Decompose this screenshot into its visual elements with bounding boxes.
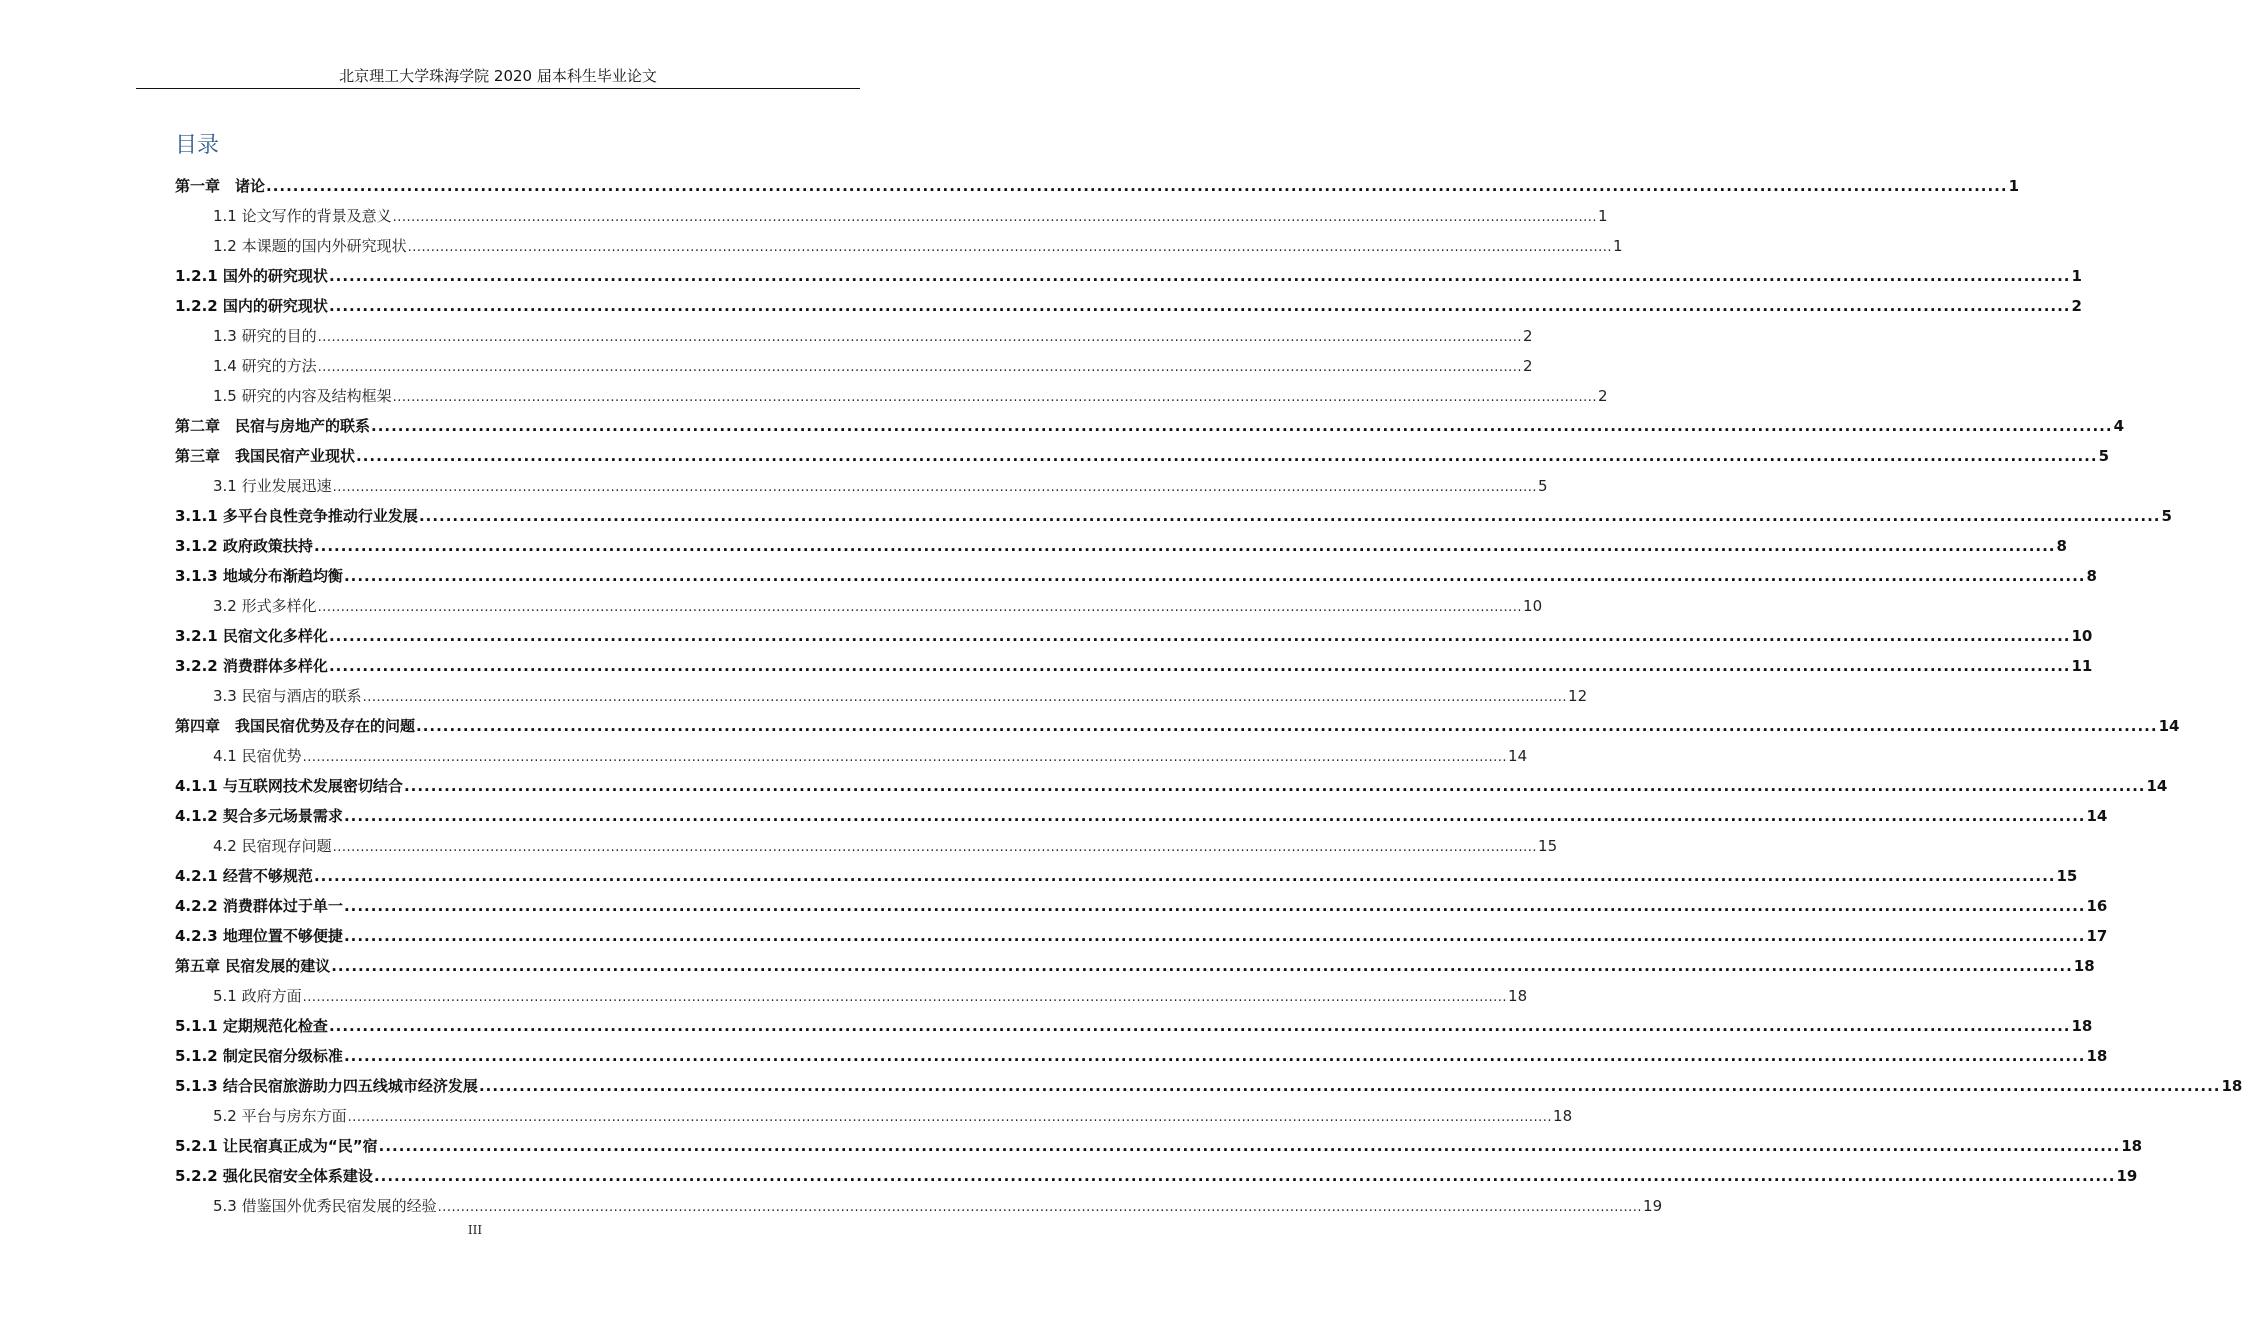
toc-leader-dots: .................................................................................................................................................................................................................................................................... (343, 927, 2086, 945)
toc-heading: 目录 (175, 133, 220, 158)
toc-entry-page: 1 (2071, 267, 2082, 285)
toc-entry-label: 3.1.1 多平台良性竞争推动行业发展 (175, 507, 418, 525)
toc-entry-page: 2 (1523, 357, 1533, 375)
toc-entry[interactable] (175, 861, 2078, 891)
toc-entry-page: 12 (1568, 687, 1588, 705)
toc-entry-label: 5.1 政府方面 (213, 987, 302, 1005)
toc-entry-label: 4.2.1 经营不够规范 (175, 867, 313, 885)
toc-entry-label: 4.1 民宿优势 (213, 747, 302, 765)
toc-entry-label: 5.1.1 定期规范化检查 (175, 1017, 328, 1035)
toc-entry-page: 2 (2071, 297, 2082, 315)
toc-entry-label: 4.2.2 消费群体过于单一 (175, 897, 343, 915)
toc-entry-page: 17 (2086, 927, 2108, 945)
toc-leader-dots: .................................................................................................................................................................................................................................................................... (418, 507, 2161, 525)
toc-entry[interactable] (175, 531, 2067, 561)
toc-leader-dots: .................................................................................................................................................................................................................................................................... (302, 990, 1508, 1005)
toc-entry[interactable] (175, 1071, 2242, 1101)
toc-entry-page: 2 (1523, 327, 1533, 345)
toc-entry-page: 14 (2146, 777, 2168, 795)
toc-leader-dots: .................................................................................................................................................................................................................................................................... (332, 840, 1538, 855)
toc-entry-label: 5.3 借鉴国外优秀民宿发展的经验 (213, 1197, 437, 1215)
toc-entry-page: 10 (2071, 627, 2093, 645)
toc-leader-dots: .................................................................................................................................................................................................................................................................... (328, 657, 2071, 675)
toc-entry-label: 3.2.1 民宿文化多样化 (175, 627, 328, 645)
toc-entry-page: 18 (2086, 1047, 2108, 1065)
toc-entry-label: 5.2 平台与房东方面 (213, 1107, 347, 1125)
toc-entry-label: 3.1 行业发展迅速 (213, 477, 332, 495)
toc-leader-dots: .................................................................................................................................................................................................................................................................... (328, 267, 2071, 285)
toc-entry[interactable] (175, 1131, 2143, 1161)
toc-entry-label: 3.1.2 政府政策扶持 (175, 537, 313, 555)
toc-entry-page: 11 (2071, 657, 2093, 675)
toc-leader-dots: .................................................................................................................................................................................................................................................................... (343, 1047, 2086, 1065)
toc-entry-page: 4 (2113, 417, 2124, 435)
toc-leader-dots: .................................................................................................................................................................................................................................................................... (362, 690, 1568, 705)
toc-entry-label: 4.1.2 契合多元场景需求 (175, 807, 343, 825)
table-of-contents (175, 171, 2242, 1221)
toc-entry[interactable] (175, 231, 1623, 261)
toc-entry[interactable] (175, 1101, 1573, 1131)
toc-leader-dots: .................................................................................................................................................................................................................................................................... (313, 537, 2056, 555)
toc-leader-dots: .................................................................................................................................................................................................................................................................... (343, 807, 2086, 825)
toc-entry-page: 1 (1613, 237, 1623, 255)
toc-entry[interactable] (175, 741, 1528, 771)
toc-entry-label: 第一章 诸论 (175, 177, 266, 195)
toc-entry-page: 1 (2008, 177, 2019, 195)
toc-leader-dots: .................................................................................................................................................................................................................................................................... (392, 390, 1598, 405)
toc-entry[interactable] (175, 261, 2082, 291)
toc-entry-page: 16 (2086, 897, 2108, 915)
toc-entry-page: 15 (2056, 867, 2078, 885)
toc-entry[interactable] (175, 1191, 1663, 1221)
toc-entry-label: 1.1 论文写作的背景及意义 (213, 207, 392, 225)
toc-entry-label: 1.2 本课题的国内外研究现状 (213, 237, 407, 255)
toc-entry-label: 4.2 民宿现存问题 (213, 837, 332, 855)
toc-entry-page: 8 (2056, 537, 2067, 555)
page-number: III (467, 1223, 483, 1237)
toc-entry[interactable] (175, 291, 2082, 321)
toc-entry[interactable] (175, 171, 2019, 201)
toc-entry[interactable] (175, 771, 2168, 801)
toc-leader-dots: .................................................................................................................................................................................................................................................................... (392, 210, 1598, 225)
toc-entry-page: 18 (1508, 987, 1528, 1005)
toc-entry[interactable] (175, 471, 1548, 501)
toc-entry[interactable] (175, 351, 1533, 381)
toc-entry[interactable] (175, 201, 1608, 231)
toc-leader-dots: .................................................................................................................................................................................................................................................................... (403, 777, 2146, 795)
toc-entry-page: 2 (1598, 387, 1608, 405)
toc-entry[interactable] (175, 831, 1558, 861)
toc-entry-page: 14 (2158, 717, 2180, 735)
toc-leader-dots: .................................................................................................................................................................................................................................................................... (371, 417, 2113, 435)
toc-entry[interactable] (175, 621, 2093, 651)
toc-entry-label: 4.1.1 与互联网技术发展密切结合 (175, 777, 403, 795)
toc-entry-page: 8 (2086, 567, 2097, 585)
toc-entry[interactable] (175, 681, 1588, 711)
toc-leader-dots: .................................................................................................................................................................................................................................................................... (373, 1167, 2116, 1185)
toc-entry-label: 第四章 我国民宿优势及存在的问题 (175, 717, 416, 735)
toc-entry-label: 3.2 形式多样化 (213, 597, 317, 615)
toc-leader-dots: .................................................................................................................................................................................................................................................................... (317, 600, 1523, 615)
toc-entry[interactable] (175, 921, 2108, 951)
toc-entry[interactable] (175, 441, 2109, 471)
toc-entry[interactable] (175, 561, 2097, 591)
toc-entry-page: 19 (1643, 1197, 1663, 1215)
toc-entry-page: 18 (2071, 1017, 2093, 1035)
toc-entry-label: 5.1.3 结合民宿旅游助力四五线城市经济发展 (175, 1077, 478, 1095)
header-divider (136, 88, 860, 89)
toc-leader-dots: .................................................................................................................................................................................................................................................................... (343, 567, 2086, 585)
toc-entry-label: 3.3 民宿与酒店的联系 (213, 687, 362, 705)
toc-leader-dots: .................................................................................................................................................................................................................................................................... (347, 1110, 1553, 1125)
toc-entry-page: 14 (1508, 747, 1528, 765)
toc-entry[interactable] (175, 501, 2172, 531)
toc-leader-dots: .................................................................................................................................................................................................................................................................... (343, 897, 2086, 915)
toc-entry[interactable] (175, 1041, 2108, 1071)
toc-entry-label: 第三章 我国民宿产业现状 (175, 447, 356, 465)
toc-entry[interactable] (175, 651, 2093, 681)
toc-leader-dots: .................................................................................................................................................................................................................................................................... (416, 717, 2158, 735)
toc-leader-dots: .................................................................................................................................................................................................................................................................... (313, 867, 2056, 885)
toc-leader-dots: .................................................................................................................................................................................................................................................................... (332, 480, 1538, 495)
toc-entry-label: 1.5 研究的内容及结构框架 (213, 387, 392, 405)
toc-entry[interactable] (175, 321, 1533, 351)
toc-leader-dots: .................................................................................................................................................................................................................................................................... (331, 957, 2073, 975)
toc-entry-label: 5.1.2 制定民宿分级标准 (175, 1047, 343, 1065)
toc-entry-page: 18 (2121, 1137, 2143, 1155)
header-title: 北京理工大学珠海学院 2020 届本科生毕业论文 (339, 67, 657, 85)
toc-entry-page: 19 (2116, 1167, 2138, 1185)
toc-leader-dots: .................................................................................................................................................................................................................................................................... (478, 1077, 2221, 1095)
toc-entry-page: 5 (2161, 507, 2172, 525)
toc-entry[interactable] (175, 891, 2108, 921)
toc-entry[interactable] (175, 951, 2095, 981)
toc-entry-page: 18 (2073, 957, 2095, 975)
toc-entry-label: 3.2.2 消费群体多样化 (175, 657, 328, 675)
toc-leader-dots: .................................................................................................................................................................................................................................................................... (407, 240, 1613, 255)
toc-entry-label: 3.1.3 地域分布渐趋均衡 (175, 567, 343, 585)
toc-entry-label: 1.4 研究的方法 (213, 357, 317, 375)
toc-entry[interactable] (175, 711, 2180, 741)
toc-leader-dots: .................................................................................................................................................................................................................................................................... (328, 627, 2071, 645)
toc-leader-dots: .................................................................................................................................................................................................................................................................... (302, 750, 1508, 765)
toc-entry-page: 10 (1523, 597, 1543, 615)
toc-entry-page: 15 (1538, 837, 1558, 855)
toc-leader-dots: .................................................................................................................................................................................................................................................................... (317, 330, 1523, 345)
toc-entry-page: 1 (1598, 207, 1608, 225)
toc-leader-dots: .................................................................................................................................................................................................................................................................... (356, 447, 2098, 465)
toc-entry-page: 18 (2221, 1077, 2242, 1095)
toc-entry-label: 5.2.2 强化民宿安全体系建设 (175, 1167, 373, 1185)
toc-leader-dots: .................................................................................................................................................................................................................................................................... (328, 1017, 2071, 1035)
toc-entry-page: 18 (1553, 1107, 1573, 1125)
toc-leader-dots: .................................................................................................................................................................................................................................................................... (437, 1200, 1643, 1215)
toc-leader-dots: .................................................................................................................................................................................................................................................................... (378, 1137, 2121, 1155)
toc-entry-label: 第二章 民宿与房地产的联系 (175, 417, 371, 435)
toc-entry-label: 1.2.1 国外的研究现状 (175, 267, 328, 285)
toc-entry[interactable] (175, 591, 1543, 621)
toc-entry-page: 5 (1538, 477, 1548, 495)
toc-entry-label: 4.2.3 地理位置不够便捷 (175, 927, 343, 945)
toc-leader-dots: .................................................................................................................................................................................................................................................................... (317, 360, 1523, 375)
toc-entry-label: 1.2.2 国内的研究现状 (175, 297, 328, 315)
toc-entry[interactable] (175, 1011, 2093, 1041)
toc-entry[interactable] (175, 411, 2124, 441)
toc-entry-label: 第五章 民宿发展的建议 (175, 957, 331, 975)
toc-entry-label: 5.2.1 让民宿真正成为“民”宿 (175, 1137, 378, 1155)
toc-entry-page: 5 (2098, 447, 2109, 465)
toc-entry-page: 14 (2086, 807, 2108, 825)
toc-entry[interactable] (175, 801, 2108, 831)
toc-leader-dots: .................................................................................................................................................................................................................................................................... (328, 297, 2071, 315)
toc-entry[interactable] (175, 981, 1528, 1011)
toc-entry-label: 1.3 研究的目的 (213, 327, 317, 345)
toc-entry[interactable] (175, 381, 1608, 411)
toc-leader-dots: .................................................................................................................................................................................................................................................................... (266, 177, 2008, 195)
toc-entry[interactable] (175, 1161, 2138, 1191)
